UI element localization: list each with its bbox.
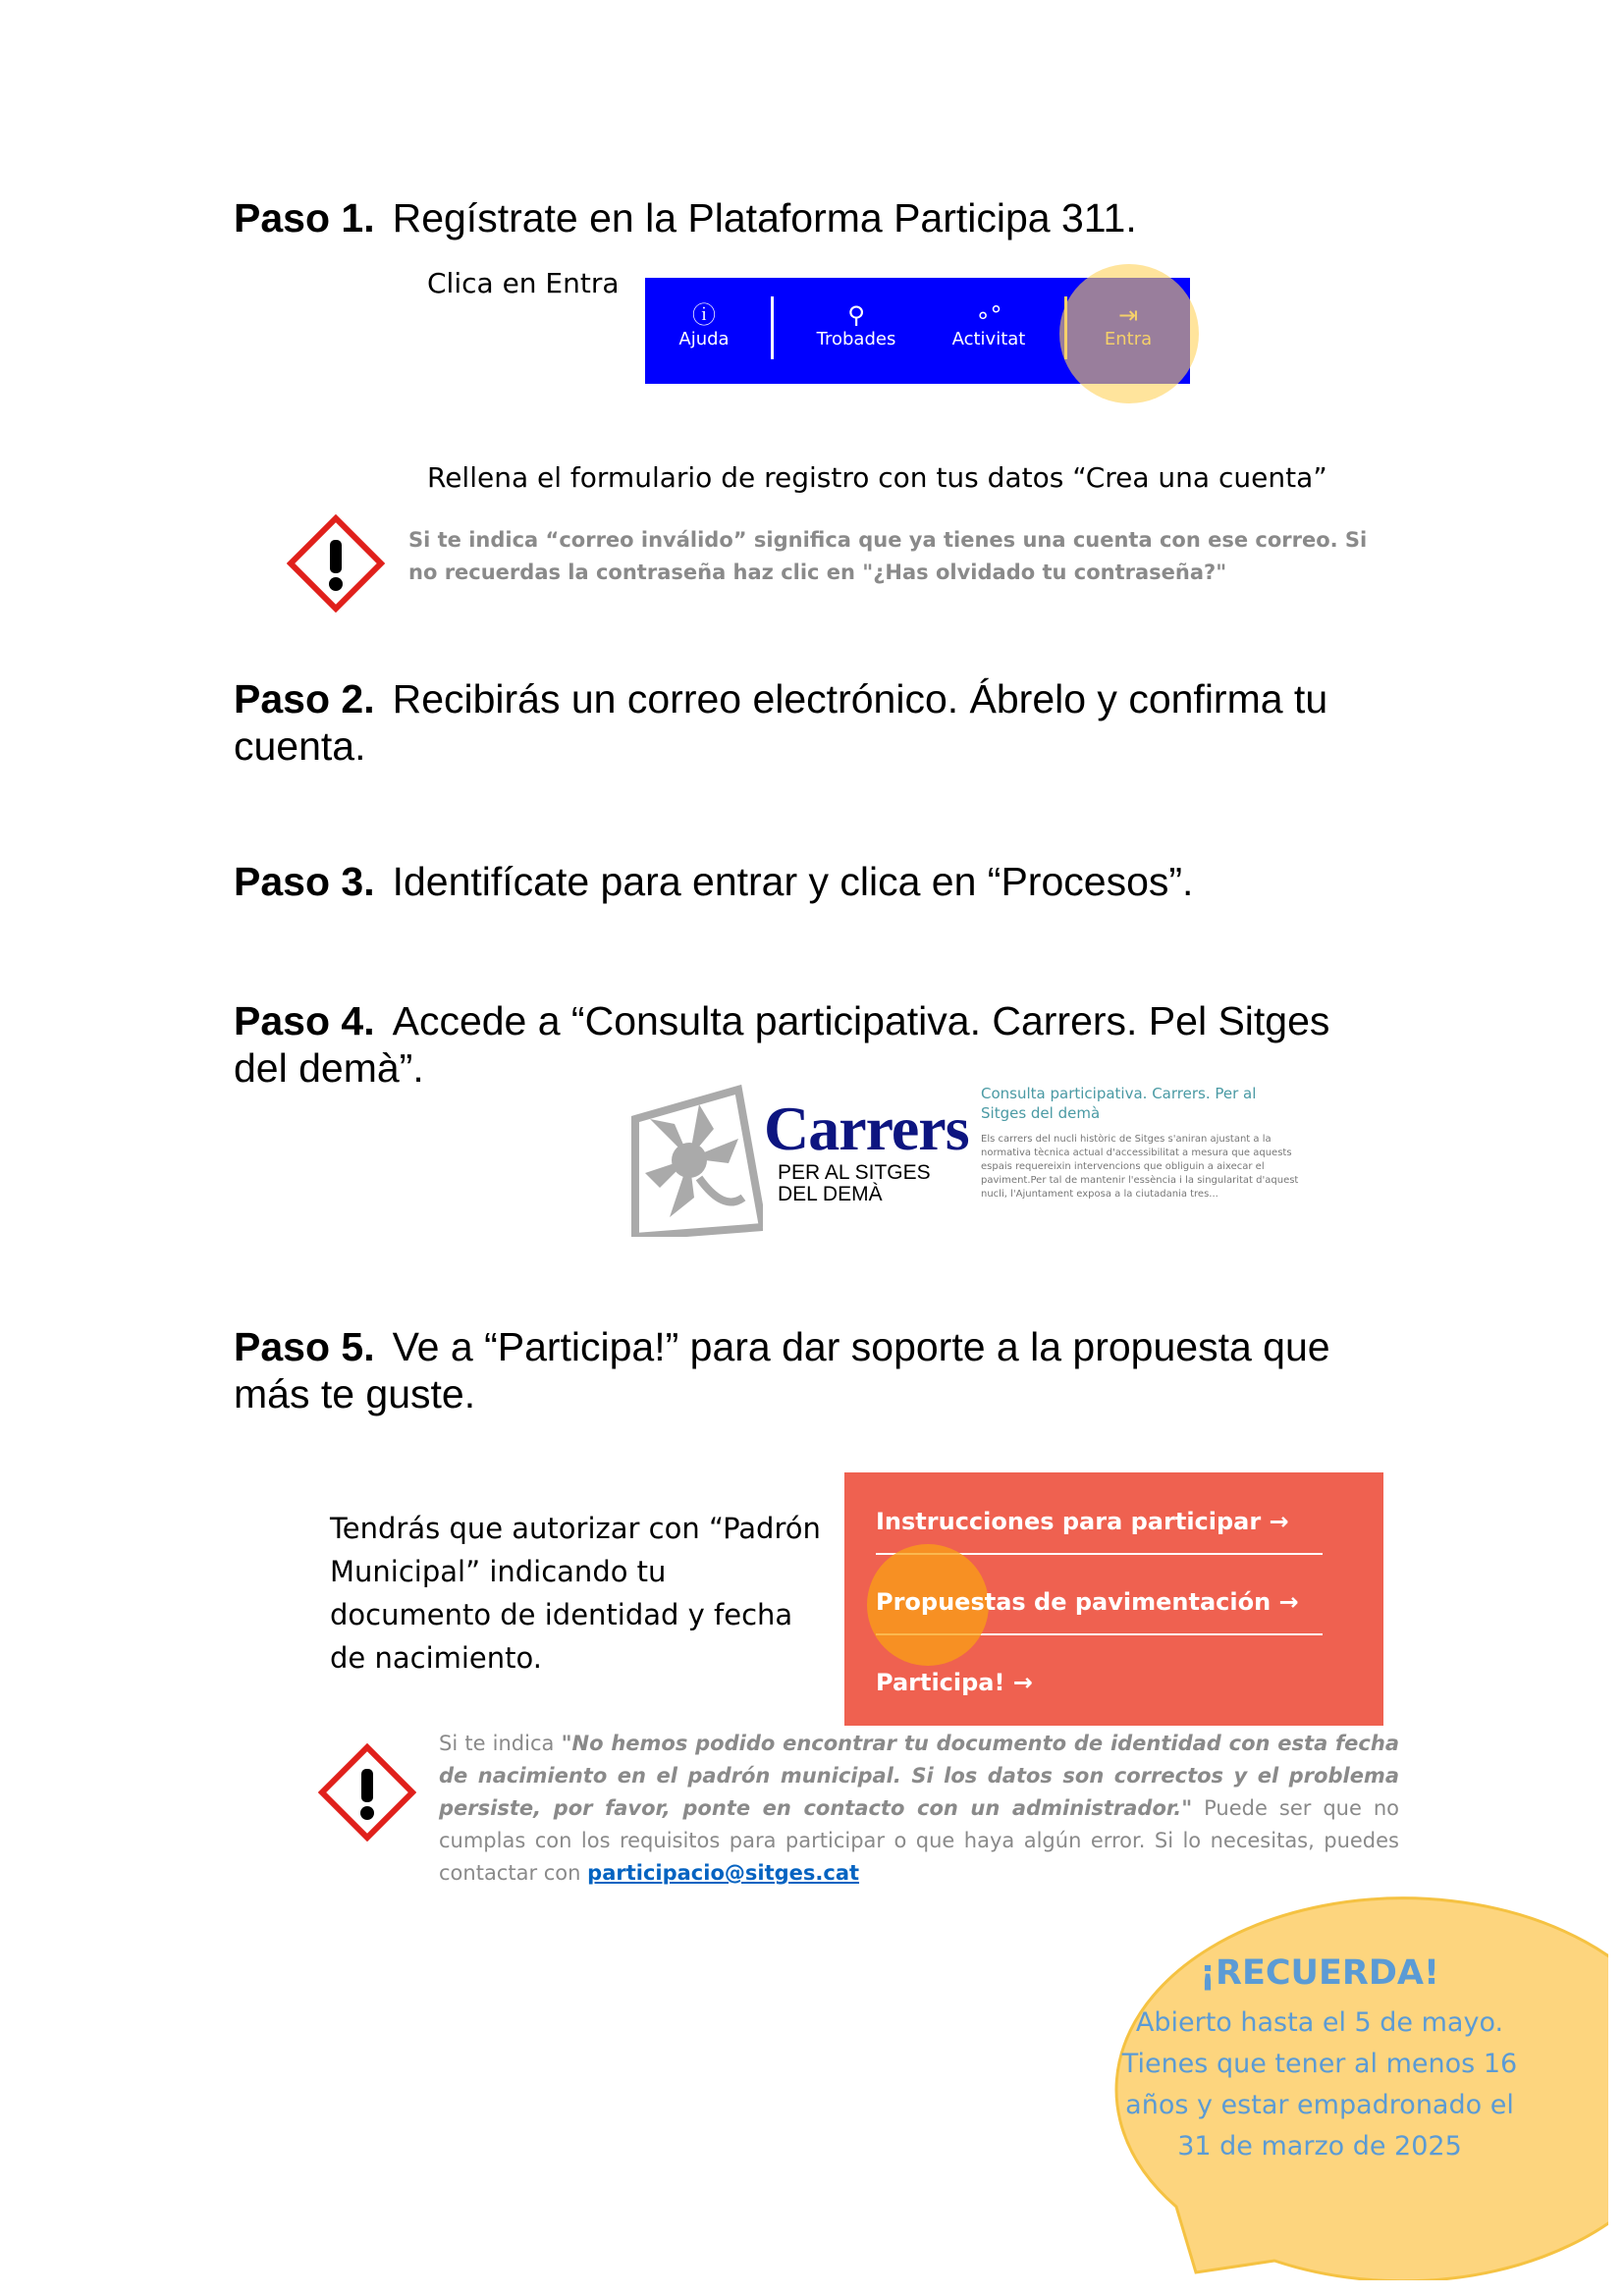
reminder-line: Tienes que tener al menos 16 [1121,2049,1518,2079]
click-entra-text: Clica en Entra [427,267,620,299]
activity-icon: ∘° [975,301,1002,329]
step-3 [234,858,1412,905]
nav-label: Entra [1104,329,1153,349]
reminder-line: Abierto hasta el 5 de mayo. [1135,2007,1504,2038]
divider [1064,296,1067,359]
process-menu [844,1472,1383,1726]
step-label: Paso 5. [234,1324,375,1369]
email-link[interactable]: participacio@sitges.cat [587,1861,860,1885]
nav-label: Ajuda [678,329,730,349]
logo-title: Carrers [764,1094,969,1163]
step-5 [234,1323,1392,1417]
nav-entra[interactable] [1069,301,1187,349]
step-label: Paso 2. [234,676,375,721]
process-card[interactable] [630,1072,1304,1240]
warning-text-2 [439,1728,1399,1890]
step-text: Ve a “Participa!” para dar soporte a la propuesta que más te guste. [234,1324,1330,1416]
warning-icon [318,1743,416,1842]
warning-quote: "No hemos podido encontrar tu documento de identidad con esta fecha de nacimiento en el padrón municipal. Si los datos son correctos y el problema persiste, por favor, ponte en contacto con un administrador." [439,1732,1399,1820]
flower-logo-icon [630,1080,763,1237]
menu-participa[interactable]: Participa! → [876,1669,1033,1696]
menu-propuestas[interactable]: Propuestas de pavimentación → [876,1588,1299,1616]
logo-sub1: PER AL SITGES [778,1161,931,1184]
reminder-title: ¡RECUERDA! [1200,1953,1439,1993]
question-circle-icon: ⓘ [692,301,716,329]
map-pin-icon: ⚲ [847,301,865,329]
fill-form-text: Rellena el formulario de registro con tus datos “Crea una cuenta” [427,461,1327,494]
logo-sub2: DEL DEMÀ [778,1183,883,1205]
nav-label: Trobades [816,329,896,349]
step-label: Paso 1. [234,195,375,240]
step-text: Accede a “Consulta participativa. Carrers. Pel Sitges del demà”. [234,998,1330,1091]
card-title[interactable]: Consulta participativa. Carrers. Per al Sitges del demà [981,1085,1257,1122]
step-2 [234,675,1363,770]
reminder-line: años y estar empadronado el [1125,2090,1514,2120]
warning-rest: Puede ser que no cumplas con los requisitos para participar o que haya algún error. Si lo necesitas, puedes contactar con [439,1796,1400,1885]
step-1 [234,194,1412,241]
divider [771,296,774,359]
card-text: Els carrers del nucli històric de Sitges s'aniran ajustant a la normativa tècnica actual d'accessibilitat a mesura que aquests espais requereixin intervencions que obliguin a aixecar el paviment.Per tal de mantenir l'essència i la singularitat d'aquest nucli, l'Ajuntament exposa a la ciutadania tres... [981,1134,1299,1200]
reminder-body [1084,2002,1555,2167]
step-label: Paso 4. [234,998,375,1043]
nav-label: Activitat [951,329,1026,349]
warning-text: Si te indica “correo inválido” significa que ya tienes una cuenta con ese correo. Si no recuerdas la contraseña haz clic en "¿Has olvidado tu contraseña?" [408,528,1368,584]
menu-instrucciones[interactable]: Instrucciones para participar → [876,1508,1289,1535]
step-text: Recibirás un correo electrónico. Ábrelo y confirma tu cuenta. [234,676,1328,769]
logo-sub [778,1162,931,1205]
authorize-text: Tendrás que autorizar con “Padrón Municipal” indicando tu documento de identidad y fecha de nacimiento. [330,1512,821,1675]
warning-icon [287,514,385,613]
nav-ajuda[interactable] [645,301,763,349]
nav-activitat[interactable] [930,301,1048,349]
nav-trobades[interactable] [797,301,915,349]
warning-prefix: Si te indica [439,1732,562,1755]
step-text: Identifícate para entrar y clica en “Procesos”. [392,859,1194,904]
step-label: Paso 3. [234,859,375,904]
step-text: Regístrate en la Plataforma Participa 311. [392,195,1137,240]
sign-in-icon: ⇥ [1117,301,1139,329]
reminder-line: 31 de marzo de 2025 [1177,2131,1462,2162]
